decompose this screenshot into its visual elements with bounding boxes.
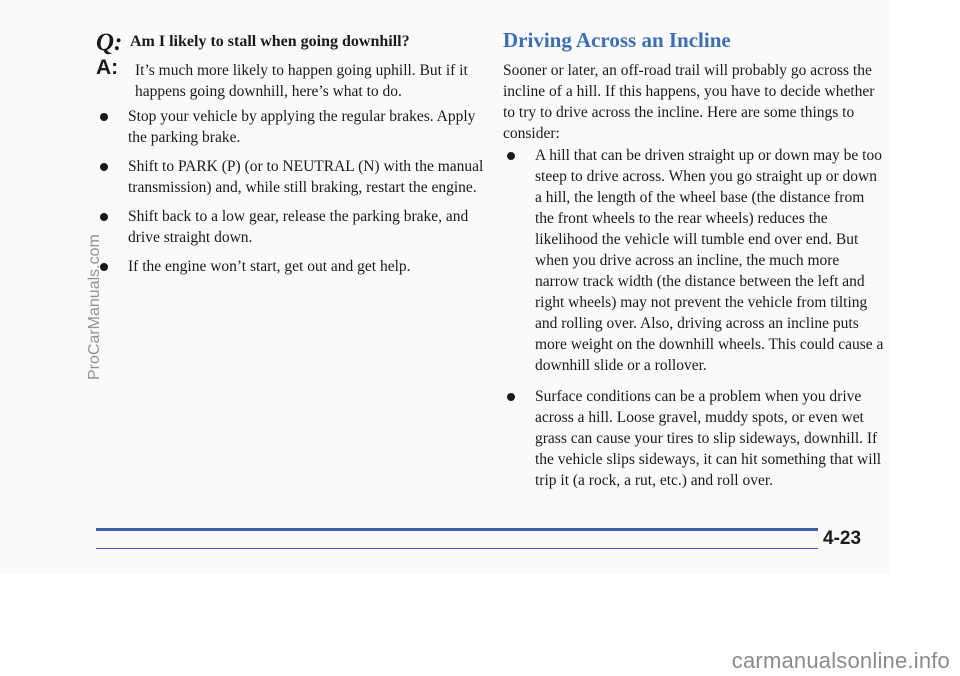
bottom-watermark: carmanualsonline.info — [731, 648, 950, 673]
answer-marker: A: — [96, 56, 119, 79]
section-heading: Driving Across an Incline — [503, 28, 731, 52]
list-item — [96, 256, 486, 277]
question-text: Am I likely to stall when going downhill? — [130, 33, 410, 50]
list-item-text: Shift to PARK (P) (or to NEUTRAL (N) with the manual transmission) and, while still braking, restart the engine. — [128, 158, 484, 196]
bullet-icon — [100, 163, 108, 171]
incline-considerations — [503, 145, 885, 501]
list-item — [96, 156, 486, 198]
list-item-text: Shift back to a low gear, release the parking brake, and drive straight down. — [128, 208, 469, 246]
list-item — [96, 106, 486, 148]
list-item-text: If the engine won’t start, get out and get help. — [128, 258, 411, 275]
list-item-text: A hill that can be driven straight up or down may be too steep to drive across. When you go straight up or down a hill, the length of the wheel base (the distance from the front wheels to the rear wheels) reduces the likelihood the vehicle will tumble end over end. But when you drive across an incline, the much more narrow track width (the distance between the left and right wheels) may not prevent the vehicle from tilting and rolling over. Also, driving across an incline puts more weight on the downhill wheels. This could cause a downhill slide or a rollover. — [535, 147, 884, 374]
footer-rule — [96, 528, 818, 531]
page-number: 4-23 — [823, 528, 862, 549]
question-marker: Q: — [96, 29, 123, 56]
downhill-stall-steps — [96, 106, 486, 285]
list-item — [503, 386, 885, 491]
bullet-icon — [507, 393, 515, 401]
list-item — [96, 206, 486, 248]
side-watermark: ProCarManuals.com — [86, 234, 103, 380]
answer-text: It’s much more likely to happen going uphill. But if it happens going downhill, here’s what to do. — [135, 62, 468, 100]
list-item-text: Surface conditions can be a problem when you drive across a hill. Loose gravel, muddy spots, or even wet grass can cause your tires to slip sideways, downhill. If the vehicle slips sideways, it can hit something that will trip it (a rock, a rut, etc.) and roll over. — [535, 388, 882, 489]
list-item-text: Stop your vehicle by applying the regular brakes. Apply the parking brake. — [128, 108, 476, 146]
section-intro: Sooner or later, an off-road trail will probably go across the incline of a hill. If this happens, you have to decide whether to try to drive across the incline. Here are some things to consider: — [503, 62, 875, 142]
bullet-icon — [507, 152, 515, 160]
list-item — [503, 145, 885, 376]
bullet-icon — [100, 213, 108, 221]
bullet-icon — [100, 113, 108, 121]
footer-rule-thin — [96, 548, 818, 549]
